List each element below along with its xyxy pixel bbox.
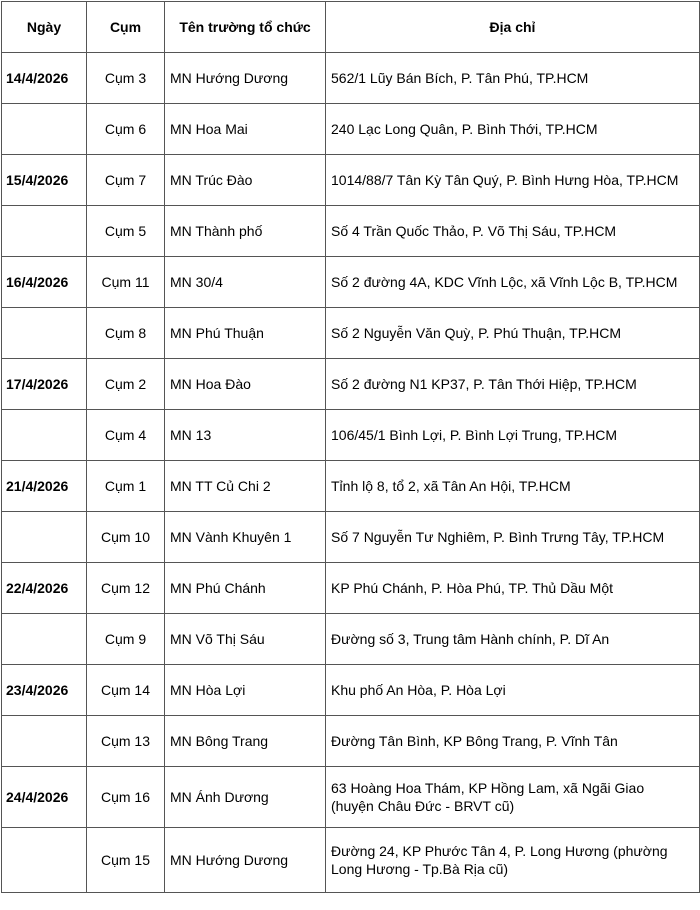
table-row	[2, 828, 700, 893]
address-cell	[326, 828, 700, 893]
school-cell: MN Hướng Dương	[165, 53, 326, 104]
schedule-table	[1, 1, 700, 893]
school-cell: MN Vành Khuyên 1	[165, 512, 326, 563]
address-line: Long Hương - Tp.Bà Rịa cũ)	[331, 861, 509, 877]
address-line: 63 Hoàng Hoa Thám, KP Hồng Lam, xã Ngãi Giao	[331, 780, 645, 796]
cluster-cell: Cụm 2	[87, 359, 165, 410]
table-row	[2, 206, 700, 257]
table-row	[2, 563, 700, 614]
table-row	[2, 410, 700, 461]
table-row	[2, 308, 700, 359]
cluster-cell: Cụm 6	[87, 104, 165, 155]
address-cell: 240 Lạc Long Quân, P. Bình Thới, TP.HCM	[326, 104, 700, 155]
address-cell: 1014/88/7 Tân Kỳ Tân Quý, P. Bình Hưng Hòa, TP.HCM	[326, 155, 700, 206]
school-cell: MN Ánh Dương	[165, 767, 326, 828]
school-cell: MN TT Củ Chi 2	[165, 461, 326, 512]
cluster-cell: Cụm 13	[87, 716, 165, 767]
address-cell: Số 2 đường 4A, KDC Vĩnh Lộc, xã Vĩnh Lộc B, TP.HCM	[326, 257, 700, 308]
header-row	[2, 2, 700, 53]
date-cell	[2, 410, 87, 461]
address-line: (huyện Châu Đức - BRVT cũ)	[331, 798, 515, 814]
table-row	[2, 155, 700, 206]
header-school: Tên trường tổ chức	[165, 2, 326, 53]
table-row	[2, 665, 700, 716]
table-row	[2, 716, 700, 767]
cluster-cell: Cụm 9	[87, 614, 165, 665]
date-cell	[2, 104, 87, 155]
cluster-cell: Cụm 7	[87, 155, 165, 206]
address-cell: Số 2 Nguyễn Văn Quỳ, P. Phú Thuận, TP.HCM	[326, 308, 700, 359]
date-cell	[2, 206, 87, 257]
school-cell: MN 30/4	[165, 257, 326, 308]
school-cell: MN Hoa Mai	[165, 104, 326, 155]
date-cell	[2, 716, 87, 767]
cluster-cell: Cụm 12	[87, 563, 165, 614]
cluster-cell: Cụm 4	[87, 410, 165, 461]
table-row	[2, 53, 700, 104]
date-cell: 15/4/2026	[2, 155, 87, 206]
cluster-cell: Cụm 11	[87, 257, 165, 308]
school-cell: MN Bông Trang	[165, 716, 326, 767]
cluster-cell: Cụm 3	[87, 53, 165, 104]
address-cell: Đường Tân Bình, KP Bông Trang, P. Vĩnh Tân	[326, 716, 700, 767]
address-cell: Số 4 Trần Quốc Thảo, P. Võ Thị Sáu, TP.HCM	[326, 206, 700, 257]
date-cell: 17/4/2026	[2, 359, 87, 410]
address-cell: Tỉnh lộ 8, tổ 2, xã Tân An Hội, TP.HCM	[326, 461, 700, 512]
cluster-cell: Cụm 1	[87, 461, 165, 512]
school-cell: MN Thành phố	[165, 206, 326, 257]
table-row	[2, 461, 700, 512]
date-cell: 22/4/2026	[2, 563, 87, 614]
cluster-cell: Cụm 10	[87, 512, 165, 563]
address-cell: Khu phố An Hòa, P. Hòa Lợi	[326, 665, 700, 716]
date-cell: 14/4/2026	[2, 53, 87, 104]
header-date: Ngày	[2, 2, 87, 53]
date-cell: 24/4/2026	[2, 767, 87, 828]
school-cell: MN Phú Thuận	[165, 308, 326, 359]
cluster-cell: Cụm 8	[87, 308, 165, 359]
school-cell: MN Hướng Dương	[165, 828, 326, 893]
table-row	[2, 512, 700, 563]
table-row	[2, 104, 700, 155]
school-cell: MN Hòa Lợi	[165, 665, 326, 716]
school-cell: MN Phú Chánh	[165, 563, 326, 614]
table-row	[2, 359, 700, 410]
date-cell: 21/4/2026	[2, 461, 87, 512]
date-cell	[2, 828, 87, 893]
school-cell: MN Võ Thị Sáu	[165, 614, 326, 665]
school-cell: MN Trúc Đào	[165, 155, 326, 206]
date-cell	[2, 308, 87, 359]
cluster-cell: Cụm 16	[87, 767, 165, 828]
table-row	[2, 767, 700, 828]
header-cluster: Cụm	[87, 2, 165, 53]
cluster-cell: Cụm 15	[87, 828, 165, 893]
table-row	[2, 614, 700, 665]
school-cell: MN Hoa Đào	[165, 359, 326, 410]
table-row	[2, 257, 700, 308]
address-cell	[326, 767, 700, 828]
address-cell: 106/45/1 Bình Lợi, P. Bình Lợi Trung, TP.HCM	[326, 410, 700, 461]
date-cell	[2, 614, 87, 665]
date-cell: 16/4/2026	[2, 257, 87, 308]
date-cell: 23/4/2026	[2, 665, 87, 716]
address-cell: KP Phú Chánh, P. Hòa Phú, TP. Thủ Dầu Một	[326, 563, 700, 614]
cluster-cell: Cụm 5	[87, 206, 165, 257]
header-address: Địa chỉ	[326, 2, 700, 53]
address-cell: Số 7 Nguyễn Tư Nghiêm, P. Bình Trưng Tây, TP.HCM	[326, 512, 700, 563]
address-cell: 562/1 Lũy Bán Bích, P. Tân Phú, TP.HCM	[326, 53, 700, 104]
school-cell: MN 13	[165, 410, 326, 461]
address-cell: Số 2 đường N1 KP37, P. Tân Thới Hiệp, TP.HCM	[326, 359, 700, 410]
address-line: Đường 24, KP Phước Tân 4, P. Long Hương (phường	[331, 843, 668, 859]
address-cell: Đường số 3, Trung tâm Hành chính, P. Dĩ An	[326, 614, 700, 665]
cluster-cell: Cụm 14	[87, 665, 165, 716]
date-cell	[2, 512, 87, 563]
